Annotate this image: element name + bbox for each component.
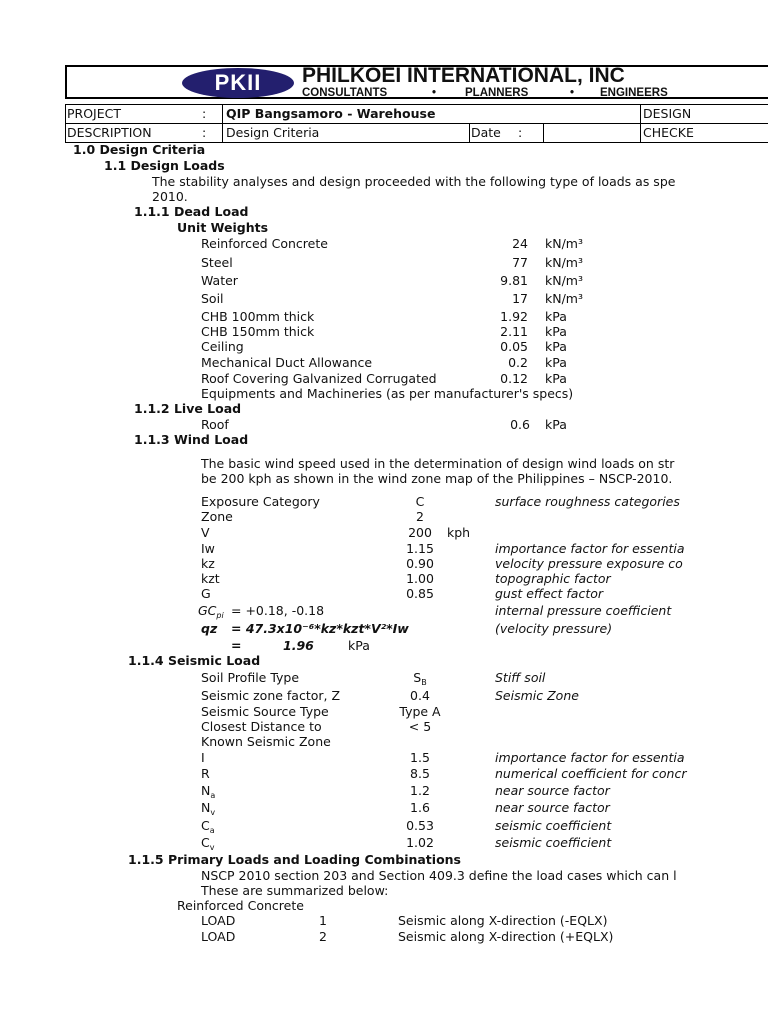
seismic-param-value: 1.2 xyxy=(410,783,430,798)
wind-param-name: Exposure Category xyxy=(201,494,320,509)
dead-load-value: 24 xyxy=(512,236,528,251)
seismic-param-note: near source factor xyxy=(495,800,610,815)
dead-load-name: Water xyxy=(201,273,238,288)
dead-load-unit: kPa xyxy=(545,339,567,354)
dead-load-unit: kN/m³ xyxy=(545,255,583,270)
gcpi-equation: = +0.18, -0.18 xyxy=(231,603,325,618)
live-load-unit: kPa xyxy=(545,417,567,432)
tagline-engineers: ENGINEERS xyxy=(600,87,668,99)
wind-param-note: topographic factor xyxy=(495,571,611,586)
seismic-param-value: Type A xyxy=(399,704,441,719)
dead-load-name: Steel xyxy=(201,255,233,270)
wind-text-1: The basic wind speed used in the determination of design wind loads on str xyxy=(201,456,675,471)
load-case-description: Seismic along X-direction (-EQLX) xyxy=(398,913,608,928)
seismic-param-value: 0.53 xyxy=(406,818,434,833)
wind-param-value: 0.90 xyxy=(406,556,434,571)
seismic-param-note: Stiff soil xyxy=(495,670,546,685)
tagline-consultants: CONSULTANTS xyxy=(302,87,388,99)
dead-load-name: Roof Covering Galvanized Corrugated xyxy=(201,371,437,386)
dead-load-value: 0.05 xyxy=(500,339,528,354)
seismic-param-value: 1.02 xyxy=(406,835,434,850)
live-load-name: Roof xyxy=(201,417,229,432)
logo-text: PKII xyxy=(214,70,262,95)
intro-line-1: The stability analyses and design proceeded with the following type of loads as spe xyxy=(152,174,676,189)
seismic-param-note: seismic coefficient xyxy=(495,818,612,833)
dead-load-name: CHB 100mm thick xyxy=(201,309,315,324)
tagline-bullet-2: • xyxy=(570,87,575,99)
wind-param-value: 1.15 xyxy=(406,541,434,556)
heading-1-1-3: 1.1.3 Wind Load xyxy=(134,432,249,447)
heading-1-1: 1.1 Design Loads xyxy=(104,158,225,173)
equipments-note: Equipments and Machineries (as per manufacturer's specs) xyxy=(201,386,574,401)
seismic-param-value: 8.5 xyxy=(410,766,430,781)
dead-load-unit: kN/m³ xyxy=(545,236,583,251)
tagline-planners: PLANNERS xyxy=(465,87,529,99)
date-colon: : xyxy=(518,125,523,140)
wind-param-name: Zone xyxy=(201,509,233,524)
heading-1-0: 1.0 Design Criteria xyxy=(73,142,206,157)
seismic-param-name: $C_v$ xyxy=(201,835,215,852)
load-case-label: LOAD xyxy=(201,929,236,944)
qz-symbol: qz xyxy=(201,621,218,636)
wind-param-name: G xyxy=(201,586,211,601)
checked-label: CHECKE xyxy=(643,125,694,140)
project-value: QIP Bangsamoro - Warehouse xyxy=(226,106,436,121)
wind-text-2: be 200 kph as shown in the wind zone map of the Philippines – NSCP-2010. xyxy=(201,471,673,486)
load-case-description: Seismic along X-direction (+EQLX) xyxy=(398,929,614,944)
reinforced-concrete-label: Reinforced Concrete xyxy=(177,898,304,913)
qz-unit: kPa xyxy=(348,638,370,653)
wind-param-note: importance factor for essentia xyxy=(495,541,685,556)
grid-divider xyxy=(222,104,223,143)
seismic-param-note: numerical coefficient for concr xyxy=(495,766,687,781)
seismic-param-note: seismic coefficient xyxy=(495,835,612,850)
wind-param-name: kzt xyxy=(201,571,220,586)
nscp-text-1: NSCP 2010 section 203 and Section 409.3 define the load cases which can l xyxy=(201,868,677,883)
seismic-param-name: $N_a$ xyxy=(201,783,216,800)
dead-load-name: CHB 150mm thick xyxy=(201,324,315,339)
dead-load-name: Soil xyxy=(201,291,224,306)
seismic-param-name: $N_v$ xyxy=(201,800,216,817)
dead-load-unit: kPa xyxy=(545,324,567,339)
dead-load-name: Mechanical Duct Allowance xyxy=(201,355,373,370)
wind-param-value: 200 xyxy=(408,525,432,540)
dead-load-value: 2.11 xyxy=(500,324,528,339)
wind-param-value: 0.85 xyxy=(406,586,434,601)
design-label: DESIGN xyxy=(643,106,692,121)
dead-load-unit: kPa xyxy=(545,371,567,386)
seismic-param-value: $S_B$ xyxy=(413,670,427,687)
wind-param-name: Iw xyxy=(201,541,215,556)
intro-line-2: 2010. xyxy=(152,189,188,204)
qz-value: 1.96 xyxy=(283,638,314,653)
wind-param-name: kz xyxy=(201,556,215,571)
dead-load-value: 1.92 xyxy=(500,309,528,324)
wind-param-value: C xyxy=(415,494,425,509)
seismic-param-value: 0.4 xyxy=(410,688,430,703)
dead-load-value: 17 xyxy=(512,291,528,306)
seismic-param-name: Closest Distance to xyxy=(201,719,322,734)
seismic-param-note: Seismic Zone xyxy=(495,688,579,703)
tagline-bullet-1: • xyxy=(432,87,437,99)
seismic-param-name: $C_a$ xyxy=(201,818,215,835)
grid-divider xyxy=(469,123,470,143)
qz-equals: = xyxy=(231,638,242,653)
dead-load-name: Ceiling xyxy=(201,339,244,354)
heading-1-1-1: 1.1.1 Dead Load xyxy=(134,204,249,219)
heading-1-1-4: 1.1.4 Seismic Load xyxy=(128,653,261,668)
wind-param-note: surface roughness categories xyxy=(495,494,680,509)
description-colon: : xyxy=(202,125,207,140)
gcpi-symbol: $GC_{pi}$ xyxy=(198,603,224,620)
company-name: PHILKOEI INTERNATIONAL, INC xyxy=(302,64,625,87)
dead-load-unit: kN/m³ xyxy=(545,291,583,306)
seismic-param-note: importance factor for essentia xyxy=(495,750,685,765)
dead-load-unit: kPa xyxy=(545,309,567,324)
qz-note: (velocity pressure) xyxy=(495,621,613,636)
seismic-param-name: Seismic Source Type xyxy=(201,704,329,719)
load-case-number: 2 xyxy=(319,929,327,944)
seismic-param-name: R xyxy=(201,766,210,781)
dead-load-value: 77 xyxy=(512,255,528,270)
seismic-param-name: I xyxy=(201,750,205,765)
load-case-number: 1 xyxy=(319,913,327,928)
project-label: PROJECT xyxy=(67,106,122,121)
dead-load-unit: kN/m³ xyxy=(545,273,583,288)
date-label: Date xyxy=(471,125,501,140)
grid-divider xyxy=(543,123,544,143)
seismic-param-value: 1.6 xyxy=(410,800,430,815)
wind-param-note: velocity pressure exposure co xyxy=(495,556,683,571)
heading-1-1-5: 1.1.5 Primary Loads and Loading Combinations xyxy=(128,852,461,867)
wind-param-unit: kph xyxy=(447,525,471,540)
load-case-label: LOAD xyxy=(201,913,236,928)
nscp-text-2: These are summarized below: xyxy=(201,883,389,898)
dead-load-name: Reinforced Concrete xyxy=(201,236,328,251)
seismic-param-name: Seismic zone factor, Z xyxy=(201,688,341,703)
project-colon: : xyxy=(202,106,207,121)
dead-load-value: 9.81 xyxy=(500,273,528,288)
grid-divider xyxy=(640,104,641,143)
heading-1-1-2: 1.1.2 Live Load xyxy=(134,401,242,416)
wind-param-note: gust effect factor xyxy=(495,586,604,601)
unit-weights-heading: Unit Weights xyxy=(177,220,269,235)
dead-load-value: 0.12 xyxy=(500,371,528,386)
seismic-param-name: Soil Profile Type xyxy=(201,670,300,685)
qz-equation: = 47.3x10⁻⁶*kz*kzt*V²*Iw xyxy=(231,621,409,636)
description-value: Design Criteria xyxy=(226,125,320,140)
gcpi-note: internal pressure coefficient xyxy=(495,603,672,618)
description-label: DESCRIPTION xyxy=(67,125,152,140)
seismic-param-name: Known Seismic Zone xyxy=(201,734,331,749)
seismic-param-value: < 5 xyxy=(408,719,432,734)
seismic-param-value: 1.5 xyxy=(410,750,430,765)
dead-load-unit: kPa xyxy=(545,355,567,370)
wind-param-value: 1.00 xyxy=(406,571,434,586)
wind-param-value: 2 xyxy=(416,509,424,524)
wind-param-name: V xyxy=(201,525,210,540)
seismic-param-note: near source factor xyxy=(495,783,610,798)
live-load-value: 0.6 xyxy=(510,417,530,432)
dead-load-value: 0.2 xyxy=(508,355,528,370)
